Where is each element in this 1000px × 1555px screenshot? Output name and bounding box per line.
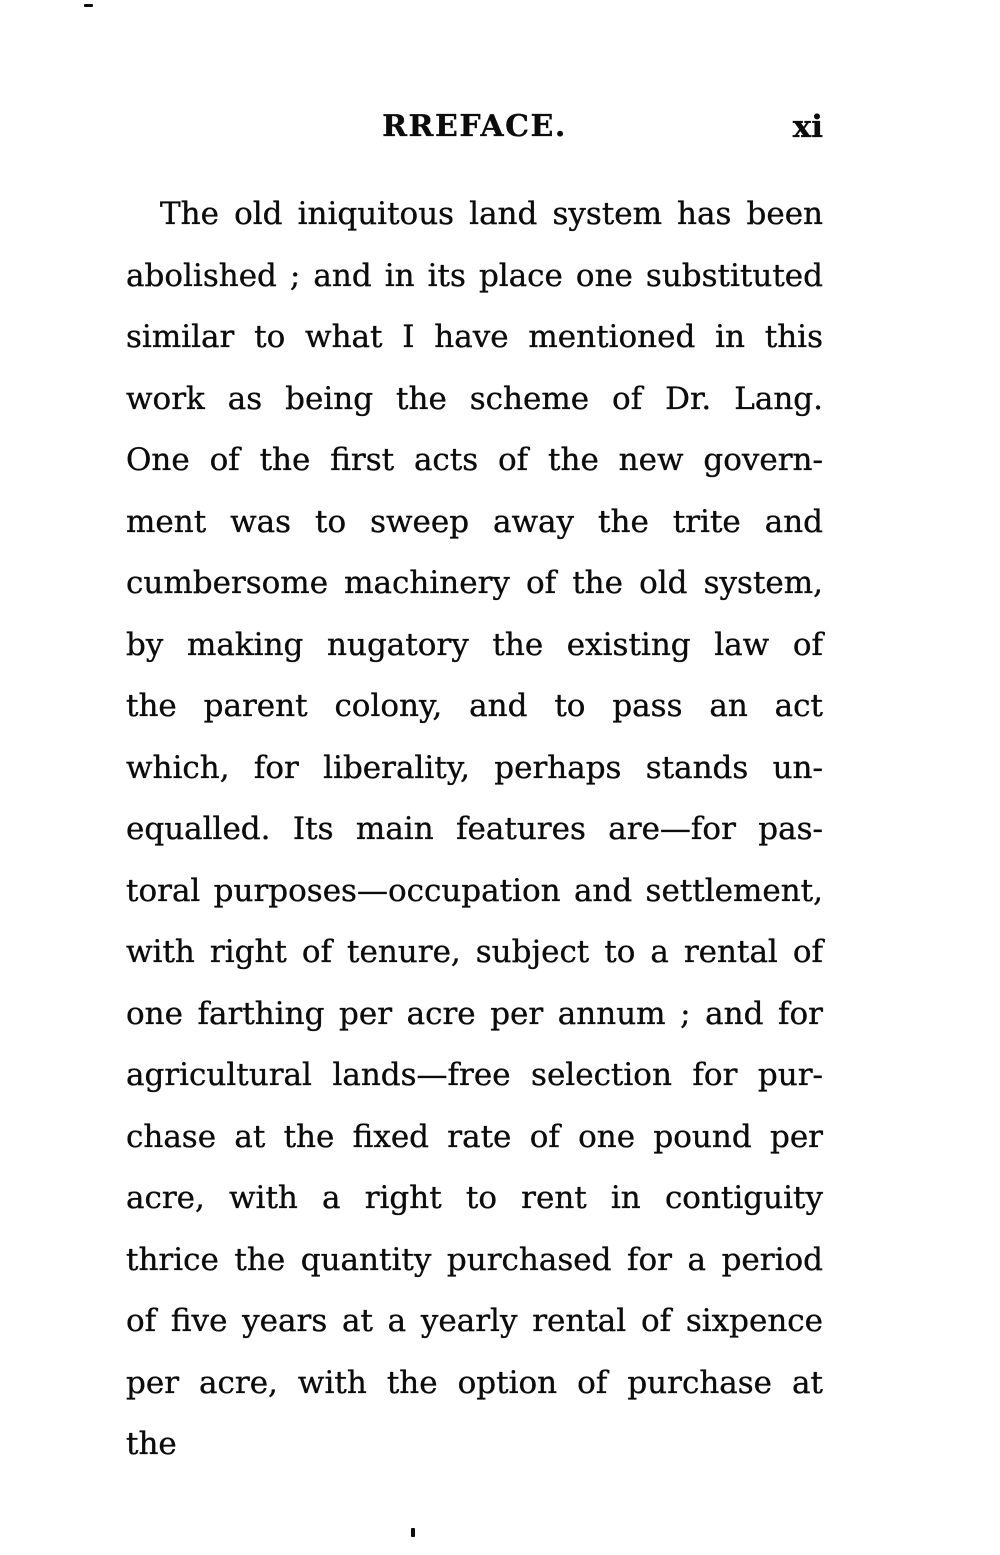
text-line: equalled. Its main features are—for pas- (126, 811, 823, 847)
page-title: RREFACE. (382, 109, 567, 144)
text-line: one farthing per acre per annum ; and for (126, 995, 823, 1032)
text-line: with right of tenure, subject to a rental of (126, 934, 823, 970)
scan-artifact-top (84, 4, 93, 7)
text-line: thrice the quantity purchased for a period (126, 1241, 823, 1278)
text-line: which, for liberality, perhaps stands un- (126, 749, 823, 786)
text-line: acre, with a right to rent in contiguity (126, 1180, 823, 1216)
text-line: agricultural lands—free selection for pur- (126, 1057, 823, 1093)
text-line: chase at the fixed rate of one pound per (126, 1118, 823, 1155)
text-line: cumbersome machinery of the old system, (126, 565, 823, 601)
text-line: One of the first acts of the new govern- (126, 442, 823, 478)
text-line: the parent colony, and to pass an act (126, 688, 823, 724)
scan-artifact-bottom (411, 1528, 415, 1537)
text-line: by making nugatory the existing law of (126, 626, 823, 663)
text-line: work as being the scheme of Dr. Lang. (126, 380, 823, 417)
text-line: of five years at a yearly rental of sixpence (126, 1303, 823, 1339)
text-line: ment was to sweep away the trite and (126, 503, 823, 540)
text-line: abolished ; and in its place one substituted (126, 257, 823, 294)
text-line: similar to what I have mentioned in this (126, 319, 823, 355)
text-line: per acre, with the option of purchase at the (126, 1364, 823, 1462)
text-line: toral purposes—occupation and settlement, (126, 872, 823, 909)
running-header (126, 110, 823, 150)
text-line: The old iniquitous land system has been (160, 196, 823, 232)
body-text (126, 184, 823, 1462)
page-number: xi (792, 109, 823, 145)
